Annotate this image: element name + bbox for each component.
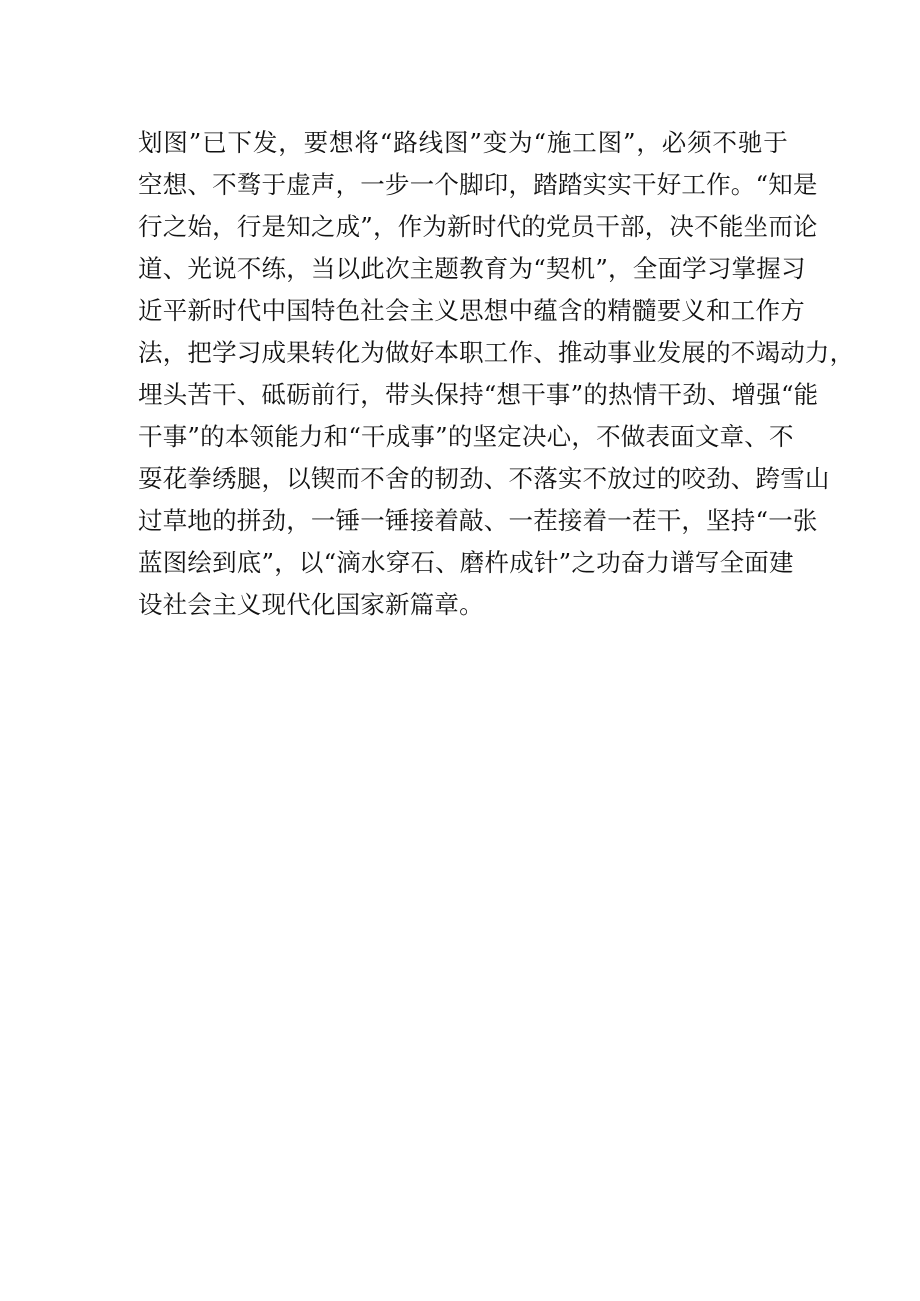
text-line: 行之始，行是知之成”，作为新时代的党员干部，决不能坐而论 — [138, 212, 818, 241]
text-line: 空想、不骛于虚声，一步一个脚印，踏踏实实干好工作。“知是 — [138, 170, 818, 199]
text-line: 近平新时代中国特色社会主义思想中蕴含的精髓要义和工作方 — [138, 296, 805, 325]
text-line: 过草地的拼劲，一锤一锤接着敲、一茬接着一茬干，坚持“一张 — [138, 506, 818, 535]
text-line: 耍花拳绣腿，以锲而不舍的韧劲、不落实不放过的咬劲、跨雪山 — [138, 464, 830, 493]
text-line: 道、光说不练，当以此次主题教育为“契机”，全面学习掌握习 — [138, 254, 806, 283]
text-line: 划图”已下发，要想将“路线图”变为“施工图”，必须不驰于 — [138, 128, 788, 157]
text-line: 法，把学习成果转化为做好本职工作、推动事业发展的不竭动力， — [138, 338, 855, 367]
text-line: 蓝图绘到底”，以“滴水穿石、磨杵成针”之功奋力谱写全面建 — [138, 548, 794, 577]
body-paragraph — [138, 122, 855, 626]
text-line: 埋头苦干、砥砺前行，带头保持“想干事”的热情干劲、增强“能 — [138, 380, 819, 409]
text-line: 设社会主义现代化国家新篇章。 — [138, 590, 484, 619]
text-line: 干事”的本领能力和“干成事”的坚定决心，不做表面文章、不 — [138, 422, 794, 451]
